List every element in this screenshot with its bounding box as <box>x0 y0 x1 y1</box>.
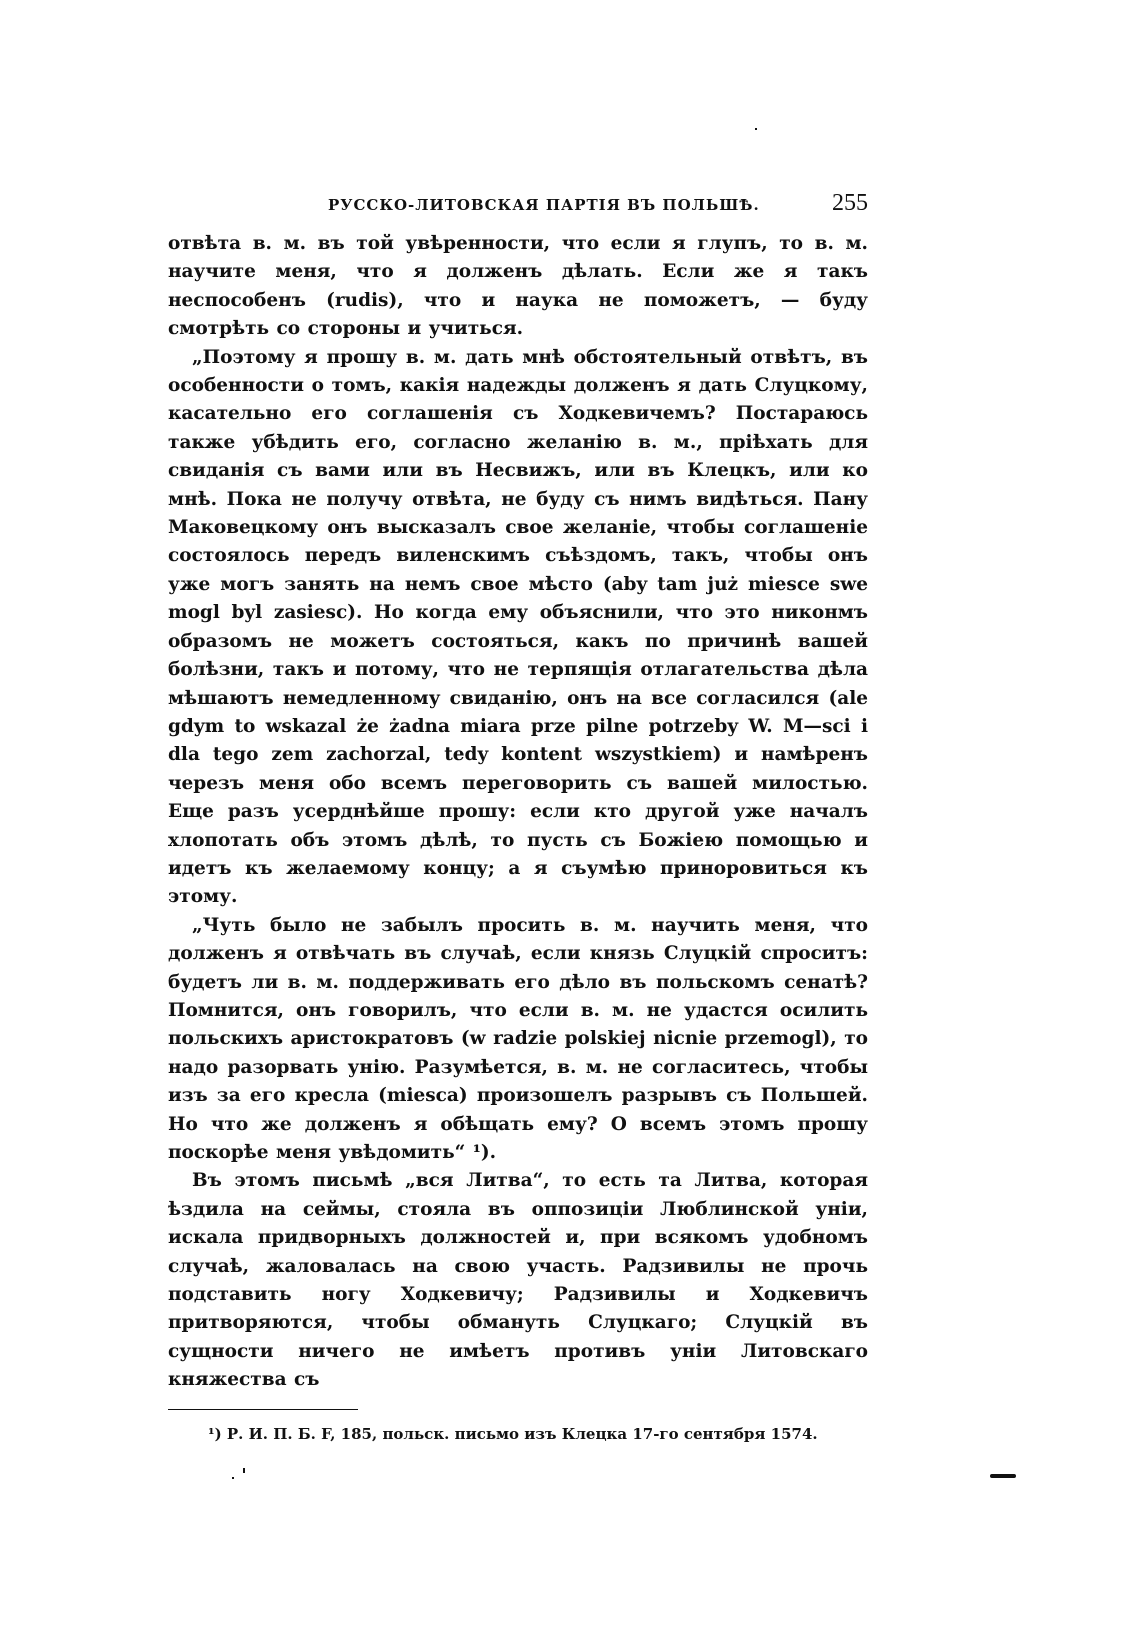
page-content <box>168 190 868 1444</box>
scan-speck <box>232 1477 234 1479</box>
paragraph-continuation: отвѣта в. м. въ той увѣренности, что если я глупъ, то в. м. научите меня, что я долженъ дѣлать. Если же я такъ неспособенъ (rudis), что и наука не поможетъ, — буду смотрѣть со стороны и учиться. <box>168 233 868 340</box>
running-head <box>168 190 868 230</box>
scan-speck <box>755 128 757 130</box>
scan-dash <box>990 1474 1016 1478</box>
scan-speck <box>243 1468 245 1473</box>
page-number: 255 <box>832 190 868 216</box>
footnote: ¹) Р. И. П. Б. F, 185, польск. письмо изъ Клецка 17-го сентября 1574. <box>208 1424 818 1443</box>
paragraph-commentary: Въ этомъ письмѣ „вся Литва“, то есть та Литва, которая ѣздила на сеймы, стояла въ оппозиціи Люблинской уніи, искала придворныхъ должностей и, при всякомъ удобномъ случаѣ, жаловалась на свою участь. Радзивилы не прочь подставить ногу Ходкевичу; Радзивилы и Ходкевичъ притворяются, чтобы обмануть Слуцкаго; Слуцкій въ сущности ничего не имѣетъ противъ уніи Литовскаго княжества съ <box>168 1170 868 1391</box>
paragraph-quote-senate: „Чуть было не забылъ просить в. м. научить меня, что долженъ я отвѣчать въ случаѣ, если князь Слуцкій спроситъ: будетъ ли в. м. поддерживать его дѣло въ польскомъ сенатѣ? Помнится, онъ говорилъ, что если в. м. не удастся осилить польскихъ аристократовъ (w radzie polskiej nicnie przemogl), то надо разорвать унію. Разумѣется, в. м. не согласитесь, чтобы изъ за его кресла (miesca) произошелъ разрывъ съ Польшей. Но что же долженъ я обѣщать ему? О всемъ этомъ прошу поскорѣе меня увѣдомить“ ¹). <box>168 914 868 1163</box>
paragraph-quote-request: „Поэтому я прошу в. м. дать мнѣ обстоятельный отвѣтъ, въ особенности о томъ, какія надежды долженъ я дать Слуцкому, касательно его соглашенія съ Ходкевичемъ? Постараюсь также убѣдить его, согласно желанію в. м., пріѣхать для свиданія съ вами или въ Несвижъ, или въ Клецкъ, или ко мнѣ. Пока не получу отвѣта, не буду съ нимъ видѣться. Пану Маковецкому онъ высказалъ свое желаніе, чтобы соглашеніе состоялось передъ виленскимъ съѣздомъ, такъ, чтобы онъ уже могъ занять на немъ свое мѣсто (aby tam już miesce swe mogl byl zasiesc). Но когда ему объяснили, что это никонмъ образомъ не можетъ состояться, какъ по причинѣ вашей болѣзни, такъ и потому, что не терпящія отлагательства дѣла мѣшаютъ немедленному свиданію, онъ на все согласился (ale gdym to wskazal że żadna miara prze pilne potrzeby W. M—sci i dla tego zem zachorzal, tedy kontent wszystkiem) и намѣренъ черезъ меня обо всемъ переговорить съ вашей милостью. Еще разъ усерднѣйше прошу: если кто другой уже началъ хлопотать объ этомъ дѣлѣ, то пусть съ Божіею помощью и идетъ къ желаемому концу; а я съумѣю приноровиться къ этому. <box>168 346 868 908</box>
footnote-divider <box>168 1409 358 1410</box>
running-title: РУССКО-ЛИТОВСКАЯ ПАРТІЯ ВЪ ПОЛЬШѢ. <box>328 196 760 214</box>
